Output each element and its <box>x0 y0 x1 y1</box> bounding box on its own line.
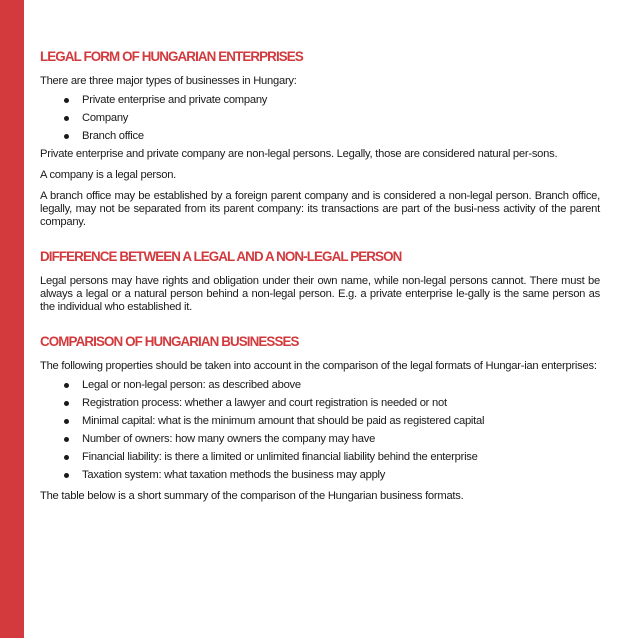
section-title-comparison: COMPARISON OF HUNGARIAN BUSINESSES <box>40 334 299 349</box>
paragraph-branch-office: A branch office may be established by a foreign parent company and is considered a non-legal person. Branch office, legally, may not be separated from its parent company: its transactions are part of the busi-ness activity of the parent company. <box>40 190 600 228</box>
comparison-properties-list <box>40 379 600 482</box>
paragraph-company: A company is a legal person. <box>40 169 177 181</box>
list-item: Company <box>40 112 600 125</box>
business-types-list <box>40 94 600 143</box>
section-title-difference: DIFFERENCE BETWEEN A LEGAL AND A NON-LEGAL PERSON <box>40 249 402 264</box>
section-title-legal-form: LEGAL FORM OF HUNGARIAN ENTERPRISES <box>40 49 303 64</box>
list-item: Branch office <box>40 130 600 143</box>
list-item: Taxation system: what taxation methods the business may apply <box>40 469 600 482</box>
list-item: Legal or non-legal person: as described above <box>40 379 600 392</box>
paragraph-legal-persons: Legal persons may have rights and obligation under their own name, while non-legal persons cannot. There must be always a legal or a natural person behind a non-legal person. E.g. a private enterprise le-gally is the same person as the individual who established it. <box>40 275 600 313</box>
list-item: Private enterprise and private company <box>40 94 600 107</box>
closing-paragraph: The table below is a short summary of the comparison of the Hungarian business formats. <box>40 490 464 502</box>
list-item: Number of owners: how many owners the company may have <box>40 433 600 446</box>
list-item: Financial liability: is there a limited or unlimited financial liability behind the enterprise <box>40 451 600 464</box>
section1-intro: There are three major types of businesses in Hungary: <box>40 75 297 87</box>
list-item: Registration process: whether a lawyer and court registration is needed or not <box>40 397 600 410</box>
list-item: Minimal capital: what is the minimum amount that should be paid as registered capital <box>40 415 600 428</box>
paragraph-private-enterprise: Private enterprise and private company are non-legal persons. Legally, those are considered natural per-sons. <box>40 148 558 160</box>
red-side-bar <box>0 0 24 638</box>
document-body <box>40 49 600 511</box>
section3-intro: The following properties should be taken into account in the comparison of the legal formats of Hungar-ian enterprises: <box>40 360 597 372</box>
